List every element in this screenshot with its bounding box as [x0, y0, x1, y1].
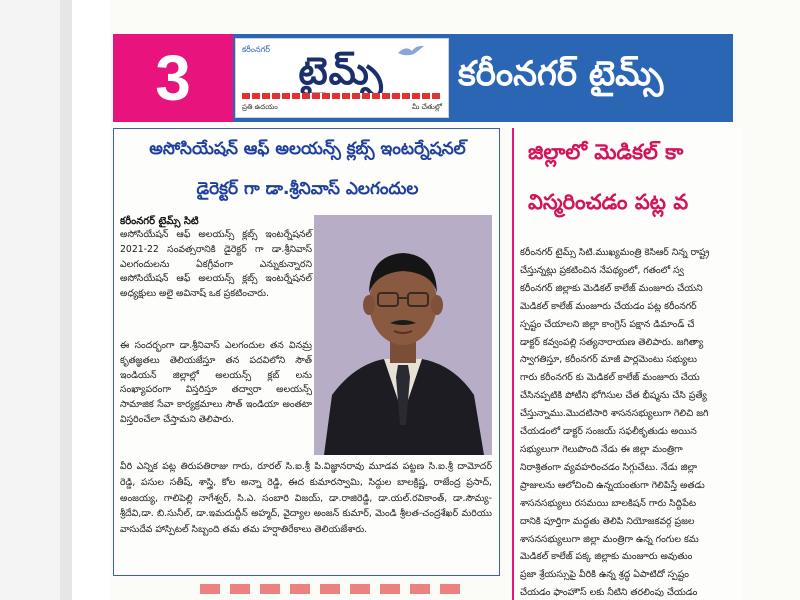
right-article-body — [520, 244, 742, 600]
right-line: కరీంనగర్ జిల్లాకు మెడికల్ కాలేజ్ మంజూరు చేయని — [520, 282, 703, 294]
article-dateline: కరీంనగర్ టైమ్స్ సిటి — [120, 216, 199, 227]
article-paragraph-1: అసోసియేషన్ ఆఫ్ అలయన్స్ క్లబ్స్ ఇంటర్నేషనల్ 2021-22 సంవత్సరానికి డైరెక్టర్ గా డా.శ్రీనివాస్ ఎలగందులను ఏకగ్రీవంగా ఎన్నుకున్నారని అసోసియేషన్ ఆఫ్ అలయన్స్ క్లబ్స్ ఇంటర్నేషనల్ అధ్యక్షులు అలై అవినాష్ ఒక ప్రకటించారు. — [120, 229, 312, 300]
page-fold — [60, 0, 72, 600]
article-headline-1: అసోసియేషన్ ఆఫ్ అలయన్స్ క్లబ్స్ ఇంటర్నేషనల్ — [149, 139, 466, 159]
right-line: ప్రజా శ్రేయస్సుపై వీరికి ఉన్న శ్రద్ధ ఏపాటిదో స్పష్టం — [520, 569, 689, 581]
logo-bottom-right: మీ చేతుల్లో — [411, 103, 442, 111]
right-line: మెడికల్ కాలేజ్ మంజూరు చేయడం పట్ల కరీంనగర్ — [520, 300, 697, 312]
masthead-title: కరీంనగర్ టైమ్స్ — [458, 54, 664, 94]
logo-wordmark: టైమ్స్ — [298, 49, 384, 93]
right-line: చేయడంలో డాక్టర్ సంజయ్ సఫలీకృతుడు అయిన — [520, 426, 697, 438]
right-line: శాసనసభ్యులు రసమయి బాలకిషన్ గారు సిద్దిపేట — [520, 497, 697, 509]
article-paragraph-3: వీరి ఎన్నిక పట్ల తిరుపతిరాజు గారు, రూరల్ సి.ఐ.శ్రీ పి.విజ్ఞానరావు మూడవ పట్టణ సి.ఐ.శ్రీ దామోదర్ రెడ్డి, పసుల సతీష్, శాస్త్రి, కోల అన్నా రెడ్డి, ఈద కుమారస్వామి, సిద్దుల బాలక్రిష్ణ, రాజేంద్ర ప్రసాద్, అంజయ్య, గాలిపెల్లి నాగేశ్వర్, సి.ఎ. సంబారి విజయ్, డా.రాజిరెడ్డి, డా.యల్.రవికాంత్, డా.సౌమ్య-శ్రీదేవి,డా. బి.సునీల్, డా.ఇమదుద్దీన్ అహ్మద్, వైద్యాల అంజన్ కుమార్, మెండి శ్రీలత-చంద్రశేఖర్ మరియు వాసుదేవ హాస్పిటల్ సిబ్బంది తమ తమ హర్షాతిరేకాలు తెలియజేశారు. — [120, 461, 492, 536]
right-line: గారు కరీంనగర్ కు మెడికల్ కాలేజ్ మంజూరు చేయ — [520, 372, 700, 384]
right-line: స్వాగతిస్తూ, కరీంనగర్ మాజీ పార్లమెంటు సభ్యులు — [520, 354, 697, 366]
logo-bottom-left: ప్రతి ఉదయం — [242, 103, 278, 111]
right-article — [512, 128, 742, 600]
right-headline-1: జిల్లాలో మెడికల్ కా — [528, 140, 684, 164]
right-line: డాక్టర్ కవ్వంపల్లి సత్యనారాయణ తెలిపారు. జగిత్యా — [520, 336, 704, 348]
logo-tagline-top: కరీంనగర్ — [242, 45, 270, 54]
right-line: సభ్యులుగా గెలుపొంది నేడు ఈ జిల్లా మంత్రిగా — [520, 443, 683, 455]
right-line: చేసినప్పటికి పోటీని భోగిసుల చేత భీష్మను చేసి ప్రత్యే — [520, 390, 707, 402]
logo-bottom-row — [242, 103, 442, 113]
article-paragraph-2: ఈ సందర్భంగా డా.శ్రీనివాస్ ఎలగందుల తన వినమ్ర కృతజ్ఞతలు తెలియజేస్తూ తన పదవిలోని సౌత్ ఇండియన్ జిల్లాల్లో అలయన్స్ క్లబ్ లను సంఖ్యాపరంగా విస్తరిస్తూ తద్వారా అలయన్స్ సామాజిక సేవా కార్యక్రమాలు సౌత్ ఇండియా అంతటా విస్తరించేలా చేస్తామని తెలిపారు. — [120, 340, 312, 425]
adjacent-page-edge — [0, 0, 60, 600]
right-line: కరీంనగర్ టైమ్స్ సిటి.ముఖ్యమంత్రి కెసిఆర్ నిన్న రాష్ట్ర — [520, 247, 710, 258]
right-line: చేస్తున్నాము.మొదటిసారి శాసనసభ్యులుగా గెలిచి జగి — [520, 408, 709, 420]
right-line: నిరాశ్రితంగా వ్యవహరించడం సిగ్గుచేటు. నేడు జిల్లా — [520, 461, 698, 473]
right-line: చేస్తున్నట్లు ప్రకటించిన నేపథ్యంలో, గతంలో స్వ — [520, 264, 684, 276]
right-line: శాసనసభ్యులుగా జిల్లా మంత్రిగా ఉన్న గంగుల కమ — [520, 533, 699, 545]
right-line: స్పష్టం చేయాలని జిల్లా కాంగ్రెస్ పక్షాన డిమాండ్ చే — [520, 318, 695, 330]
right-line: మెడికల్ కాలేజ్ పక్క జిల్లాకు మంజూరు అవుతుం — [520, 551, 693, 563]
next-headline-fragment — [200, 584, 460, 594]
article-box — [113, 128, 500, 576]
page-number-box — [113, 34, 233, 122]
logo-stripes — [242, 93, 442, 99]
newspaper-logo — [235, 38, 449, 118]
article-headline-2: డైరెక్టర్ గా డా.శ్రీనివాస్ ఎలగందుల — [196, 179, 419, 199]
right-line: ప్రాజులను ఆలోచించి ఉన్నయంతుగా గెలిపిస్తే అతడు — [520, 479, 705, 491]
right-line: దానికి పూర్తిగా మద్దతు తెలిపి నియోజకవర్గ ప్రజల — [520, 515, 695, 527]
page-number: 3 — [155, 42, 191, 114]
portrait-photo — [314, 215, 492, 455]
right-headline-2: విస్మరించడం పట్ల వ — [528, 190, 689, 214]
person-portrait-icon — [314, 215, 492, 455]
right-line: చేయడం ఫాంహౌస్ లకు నీటిని తరలింపు చేయడం — [520, 587, 698, 599]
